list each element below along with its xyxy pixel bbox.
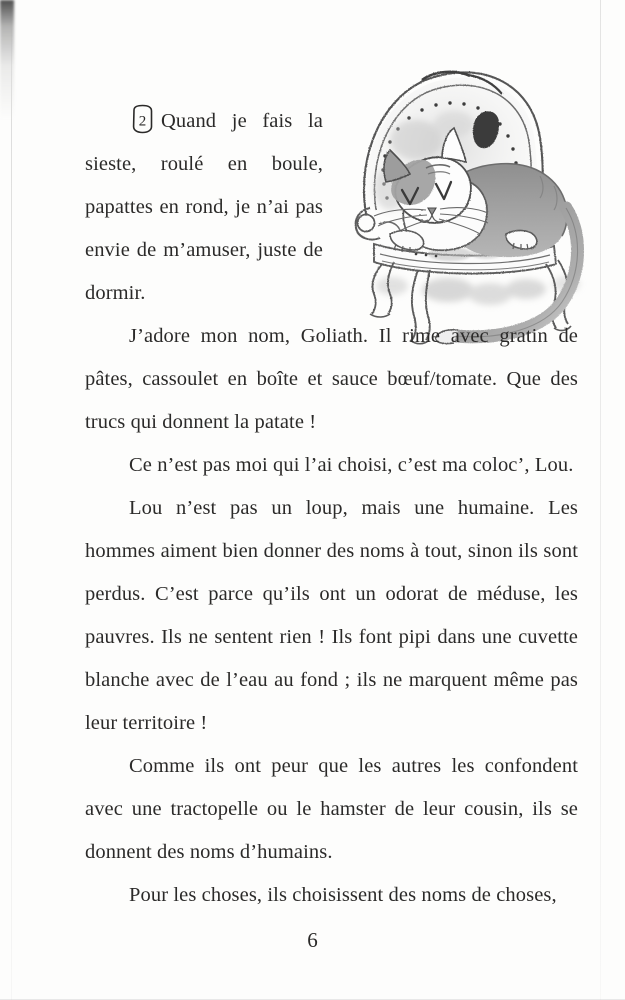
paragraph-3: Ce n’est pas moi qui l’ai choisi, c’est ma coloc’, Lou. — [129, 454, 574, 476]
paragraph-2: J’adore mon nom, Goliath. Il rime avec gratin de pâtes, cassoulet en boîte et sauce bœuf/tomate. Que des trucs qui donnent la patate ! — [85, 325, 578, 433]
page-edge-left — [11, 0, 12, 1000]
chapter-number-marker — [129, 104, 156, 134]
paragraph-5: Comme ils ont peur que les autres les confondent avec une tractopelle ou le hamster de leur cousin, ils se donnent des noms d’humains. — [85, 755, 578, 863]
paragraph-1 — [85, 100, 323, 315]
paragraph-1-text: Quand je fais la sieste, roulé en boule, papattes en rond, je n’ai pas envie de m’amuser, juste de dormir. — [85, 110, 323, 304]
paragraph-6: Pour les choses, ils choisissent des noms de choses, — [129, 884, 557, 906]
paragraph-4: Lou n’est pas un loup, mais une humaine. Les hommes aiment bien donner des noms à tout, sinon ils sont perdus. C’est parce qu’ils ont un odorat de méduse, les pauvres. Ils ne sentent rien ! Ils font pipi dans une cuvette blanche avec de l’eau au fond ; ils ne marquent même pas leur territoire ! — [85, 497, 578, 734]
page-number: 6 — [307, 928, 318, 952]
chapter-number-text: 2 — [138, 113, 147, 130]
page-text-body — [85, 100, 578, 917]
